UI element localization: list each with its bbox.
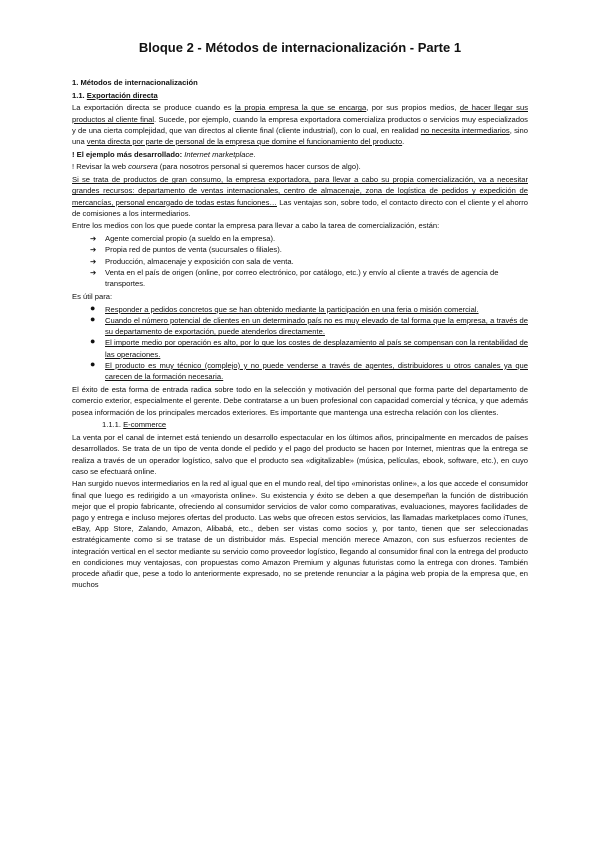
list-item-text: Agente comercial propio (a sueldo en la empresa). (105, 234, 276, 244)
list-item (90, 256, 528, 267)
list-item (90, 337, 528, 359)
list-item-text: El producto es muy técnico (complejo) y no puede venderse a través de agentes, distribuidores u otros canales ya que carecen de la formación necesaria. (105, 360, 528, 382)
list-item-text: Venta en el país de origen (online, por correo electrónico, por catálogo, etc.) y envío al cliente a través de agencia de transportes. (105, 267, 499, 288)
text-run: , sino una (72, 125, 528, 147)
section-1-heading: 1. Métodos de internacionalización (72, 78, 198, 87)
underlined-text: Si se trata de productos de gran consumo, la empresa exportadora, para llevar a cabo su propia comercialización, va a necesitar grandes recursos: departamento de ventas internacionales, centro de almacenaje, zona de logística de pedidos y expedición de mercancías, personal encargado de todas estas funciones… (72, 175, 528, 207)
arrow-icon: ➔ (90, 234, 97, 244)
underlined-text: venta directa por parte de personal de la empresa que domine el funcionamiento del producto (86, 137, 403, 147)
note-label: ! El ejemplo más desarrollado: (72, 149, 185, 159)
text-run: , por sus propios medios, (366, 103, 460, 113)
text-run: Las ventajas son, sobre todo, el contacto directo con el cliente y el ahorro de comisiones a los intermediarios. (72, 197, 529, 218)
list-item (90, 267, 528, 289)
list-item-text: Propia red de puntos de venta (sucursales o filiales). (105, 245, 282, 255)
arrow-icon: ➔ (90, 245, 97, 255)
section-1-1-1-number: 1.1.1. (102, 420, 124, 430)
note-marketplace (72, 149, 528, 160)
text-run: . (402, 137, 405, 147)
document-title: Bloque 2 - Métodos de internacionalización - Parte 1 (138, 40, 462, 55)
useful-list (72, 304, 528, 382)
arrow-icon: ➔ (90, 267, 97, 277)
list-item-text: Responder a pedidos concretos que se han obtenido mediante la participación en una feria o misión comercial. (105, 304, 479, 314)
note-emphasis: Internet marketplace (184, 149, 254, 159)
section-1-1-1-heading (72, 419, 528, 430)
list-item (90, 244, 528, 255)
section-1-1-title: Exportación directa (86, 90, 158, 100)
bullet-icon: ● (90, 358, 96, 369)
section-1-1-1-title: E-commerce (123, 420, 167, 430)
section-1-1-number: 1.1. (72, 90, 87, 100)
means-list (72, 233, 528, 289)
list-item (90, 233, 528, 244)
list-item-text: Producción, almacenaje y exposición con sala de venta. (105, 256, 294, 266)
note-coursera (72, 161, 528, 172)
text-run: . Sucede, por ejemplo, cuando la empresa exportadora comercializa productos o servicios muy especializados y de una cierta complejidad, que van directos al cliente final (cliente industrial), con lo cual, en realidad (72, 114, 528, 135)
list-item (90, 304, 528, 315)
text-run: La exportación directa se produce cuando es (72, 103, 235, 113)
useful-for-label: Es útil para: (72, 292, 113, 302)
paragraph-success: El éxito de esta forma de entrada radica sobre todo en la selección y motivación del personal que forma parte del departamento de comercio exterior, especialmente el gerente. Debe contratarse a un buen profesional con capacidad comercial y técnica, y que además posea información de los principales mercados exteriores. Es importante que mantenga una estrecha relación con los clientes. (72, 385, 528, 417)
paragraph-mass-consumption (72, 174, 528, 219)
list-item (90, 315, 528, 337)
paragraph-direct-export (72, 102, 528, 147)
underlined-text: no necesita intermediarios (420, 125, 510, 135)
paragraph-intermediaries: Han surgido nuevos intermediarios en la red al igual que en el mundo real, del tipo «minoristas online», a los que accede el consumidor final que luego es redirigido a un «mayorista online». Su existencia y éxito se deben a que desempeñan la función de distribución mejor que el propio fabricante, ofreciendo al consumidor servicios de valor como comparativas, evaluaciones, mayores facilidades de pago y entrega e incluso mejores ofertas del producto. Las webs que ofrecen estos servicios, las llamadas marketplaces como iTunes, eBay, App Store, Zalando, Amazon, Alibabá, etc., deben ser vistas como socios y, por tanto, tienen que ser seleccionadas estratégicamente como si se tratase de un distribuidor más. Especial mención merece Amazon, con sus esfuerzos recientes de integración vertical en el sector mediante su servicio como proveedor logístico, llegando al consumidor final con la entrega del producto en condiciones muy ventajosas, con propuestas como Amazon Premium y algunas futuristas como la entrega con drones. También procede añadir que, pese a todo lo anteriormente expresado, no se pretende renunciar a la página web propia de la empresa que, en muchos (72, 479, 528, 590)
paragraph-ecommerce: La venta por el canal de internet está teniendo un desarrollo espectacular en los últimos años, principalmente en mercados de países desarrollados. Se trata de un tipo de venta donde el pedido y el pago del producto se hacen por Internet, mientras que la entrega se realiza a través de un operador logístico, salvo que el producto sea «digitalizable» (música, películas, ebook, software, etc.), en cuyo caso se efectuará online. (72, 433, 528, 476)
text-run: . (253, 149, 256, 159)
bullet-icon: ● (90, 314, 96, 325)
list-item-text: Cuando el número potencial de clientes en un determinado país no es muy elevado de tal forma que la empresa, a través de su departamento de exportación, puede atenderlos directamente. (105, 316, 528, 337)
section-1-1-heading (72, 90, 528, 101)
paragraph-means-intro: Entre los medios con los que puede contar la empresa para llevar a cabo la tarea de comercialización, están: (72, 221, 440, 231)
text-run: (para nosotros personal si queremos hacer cursos de algo). (157, 162, 361, 172)
arrow-icon: ➔ (90, 256, 97, 266)
note-emphasis: coursera (128, 162, 158, 172)
bullet-icon: ● (90, 302, 96, 313)
bullet-icon: ● (90, 336, 96, 347)
underlined-text: la propia empresa la que se encarga (234, 103, 367, 113)
list-item (90, 360, 528, 382)
text-run: ! Revisar la web (72, 162, 129, 172)
document-page (72, 40, 528, 592)
underlined-text: de hacer llegar sus productos al cliente final (72, 103, 528, 124)
list-item-text: El importe medio por operación es alto, por lo que los costes de desplazamiento al país se compensan con la rentabilidad de las operaciones. (105, 338, 528, 359)
